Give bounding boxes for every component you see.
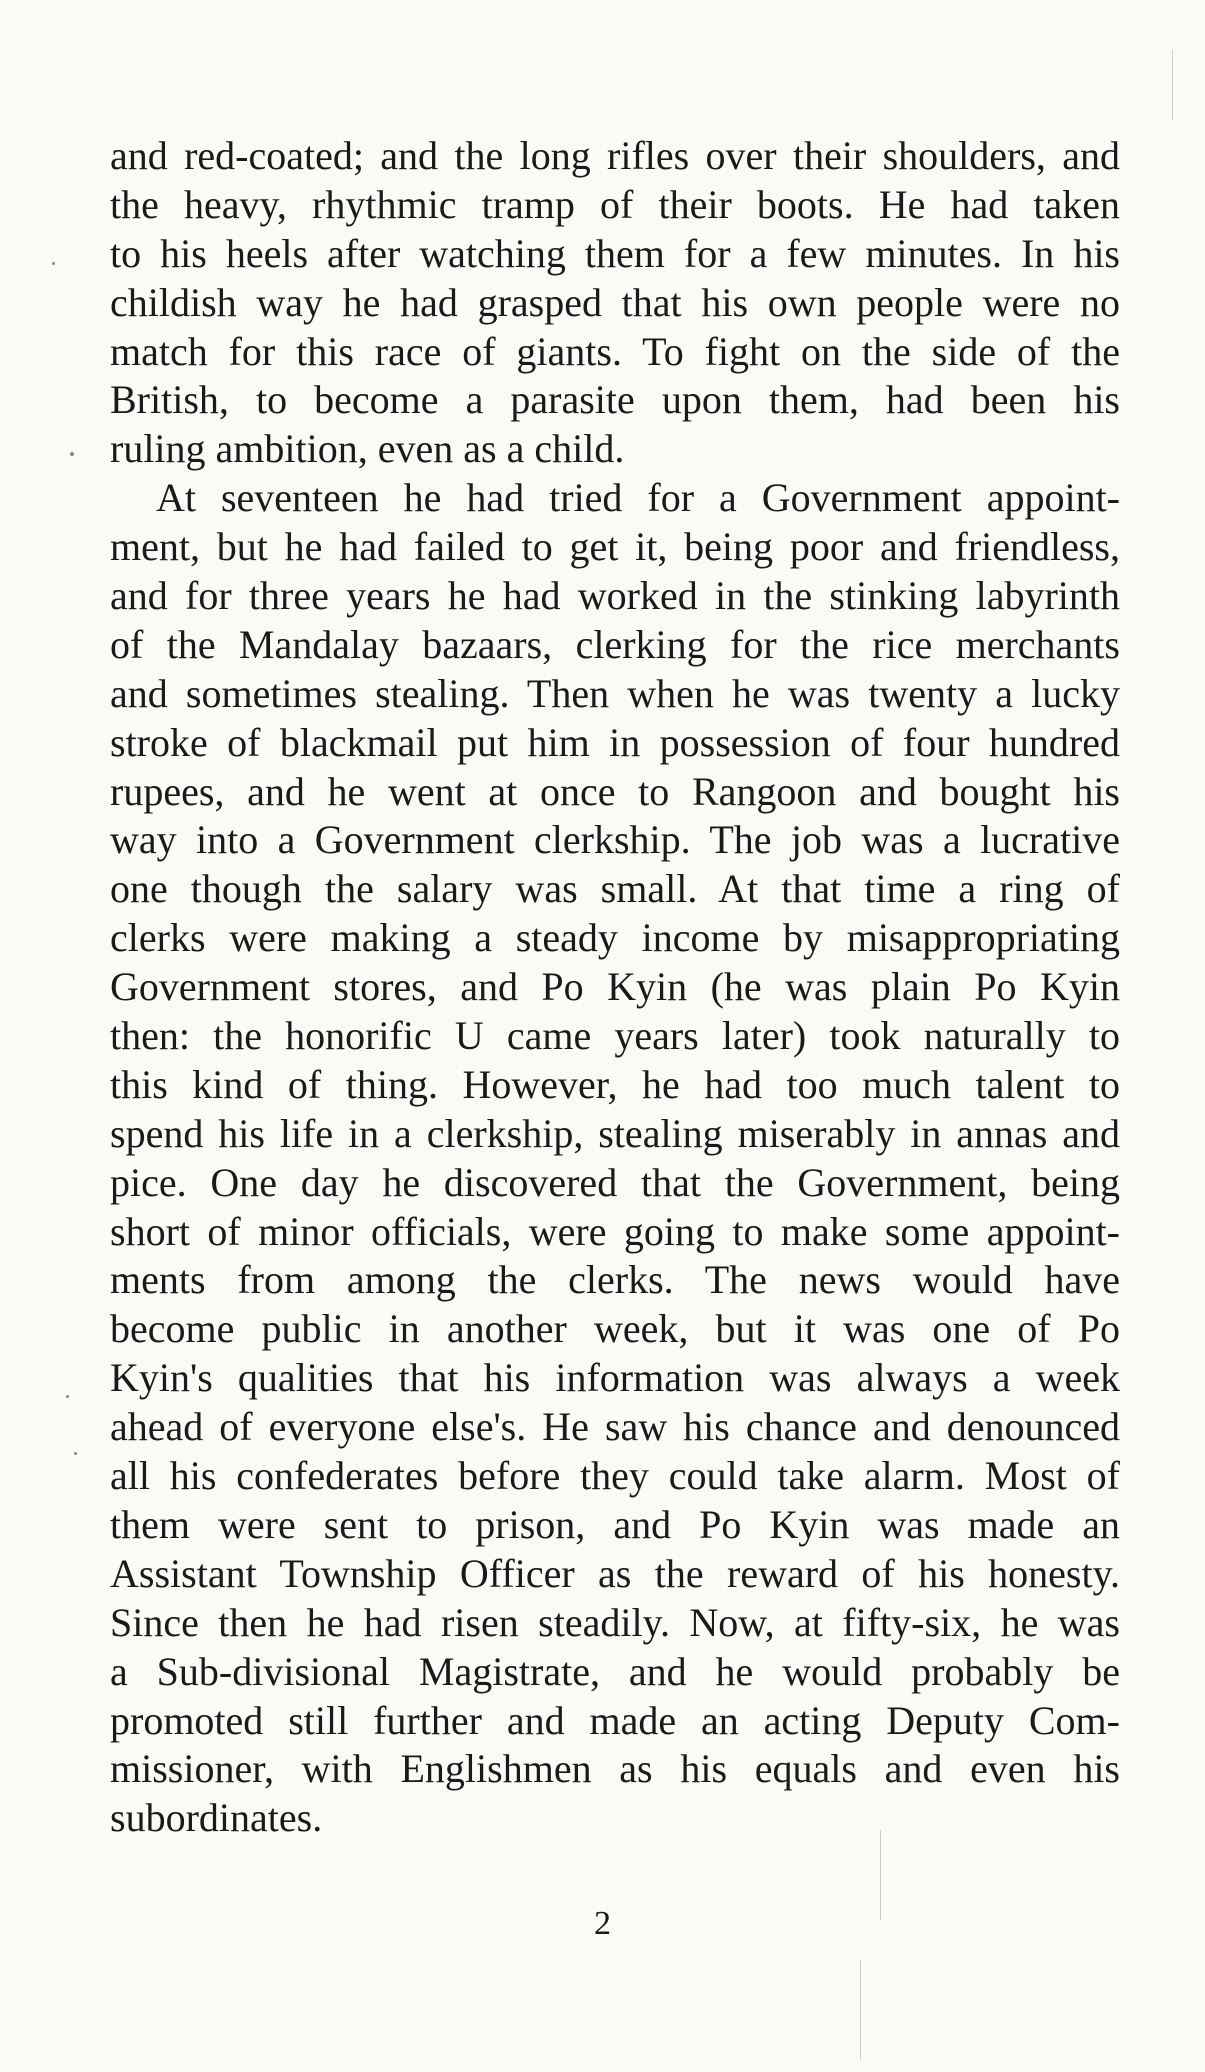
text-line: short of minor officials, were going to make some appoint- <box>110 1208 1120 1254</box>
text-line: pice. One day he discovered that the Government, being <box>110 1159 1120 1205</box>
text-line: one though the salary was small. At that time a ring of <box>110 866 1120 912</box>
text-line: clerks were making a steady income by misappropriating <box>110 915 1120 961</box>
text-line: stroke of blackmail put him in possession of four hundred <box>110 719 1120 765</box>
text-line: and red-coated; and the long rifles over their shoulders, and <box>110 133 1120 178</box>
text-line: this kind of thing. However, he had too much talent to <box>110 1061 1120 1107</box>
text-line: become public in another week, but it was one of Po <box>110 1306 1120 1352</box>
text-line: British, to become a parasite upon them, had been his <box>110 377 1120 423</box>
text-line: promoted still further and made an acting Deputy Com- <box>110 1697 1120 1743</box>
paper-speck <box>70 452 74 456</box>
text-line: a Sub-divisional Magistrate, and he would probably be <box>110 1648 1120 1694</box>
text-line: them were sent to prison, and Po Kyin was made an <box>110 1501 1120 1547</box>
text-line: subordinates. <box>110 1795 323 1841</box>
text-line: rupees, and he went at once to Rangoon and bought his <box>110 768 1120 814</box>
paper-speck <box>52 262 55 265</box>
text-line: ruling ambition, even as a child. <box>110 426 625 472</box>
text-line: Assistant Township Officer as the reward of his honesty. <box>110 1550 1120 1596</box>
text-line: to his heels after watching them for a few minutes. In his <box>110 230 1120 276</box>
text-line: all his confederates before they could take alarm. Most of <box>110 1453 1120 1499</box>
text-line: Kyin's qualities that his information was always a week <box>110 1355 1120 1401</box>
text-line: Government stores, and Po Kyin (he was plain Po Kyin <box>110 964 1120 1010</box>
page-number: 2 <box>594 1905 611 1942</box>
text-line: ments from among the clerks. The news would have <box>110 1257 1120 1303</box>
text-line: missioner, with Englishmen as his equals and even his <box>110 1746 1120 1792</box>
paragraph-2 <box>110 474 1120 1843</box>
text-line: spend his life in a clerkship, stealing miserably in annas and <box>110 1110 1120 1156</box>
text-line: then: the honorific U came years later) took naturally to <box>110 1013 1120 1059</box>
text-line: childish way he had grasped that his own people were no <box>110 279 1120 325</box>
text-line: match for this race of giants. To fight on the side of the <box>110 328 1120 374</box>
paragraph-1 <box>110 132 1120 474</box>
paper-speck <box>74 1452 77 1455</box>
text-line: ment, but he had failed to get it, being poor and friendless, <box>110 524 1120 570</box>
text-line: At seventeen he had tried for a Government appoint- <box>156 475 1120 521</box>
text-line: and sometimes stealing. Then when he was twenty a lucky <box>110 670 1120 716</box>
paper-scratch <box>860 1960 861 2060</box>
text-line: way into a Government clerkship. The job was a lucrative <box>110 817 1120 863</box>
paper-speck <box>66 1395 69 1398</box>
body-text <box>110 132 1120 1843</box>
text-line: the heavy, rhythmic tramp of their boots. He had taken <box>110 181 1120 227</box>
text-line: ahead of everyone else's. He saw his chance and denounced <box>110 1404 1120 1450</box>
text-line: Since then he had risen steadily. Now, at fifty-six, he was <box>110 1599 1120 1645</box>
text-line: and for three years he had worked in the stinking labyrinth <box>110 573 1120 619</box>
paper-scratch <box>1172 50 1173 120</box>
text-line: of the Mandalay bazaars, clerking for the rice merchants <box>110 621 1120 667</box>
